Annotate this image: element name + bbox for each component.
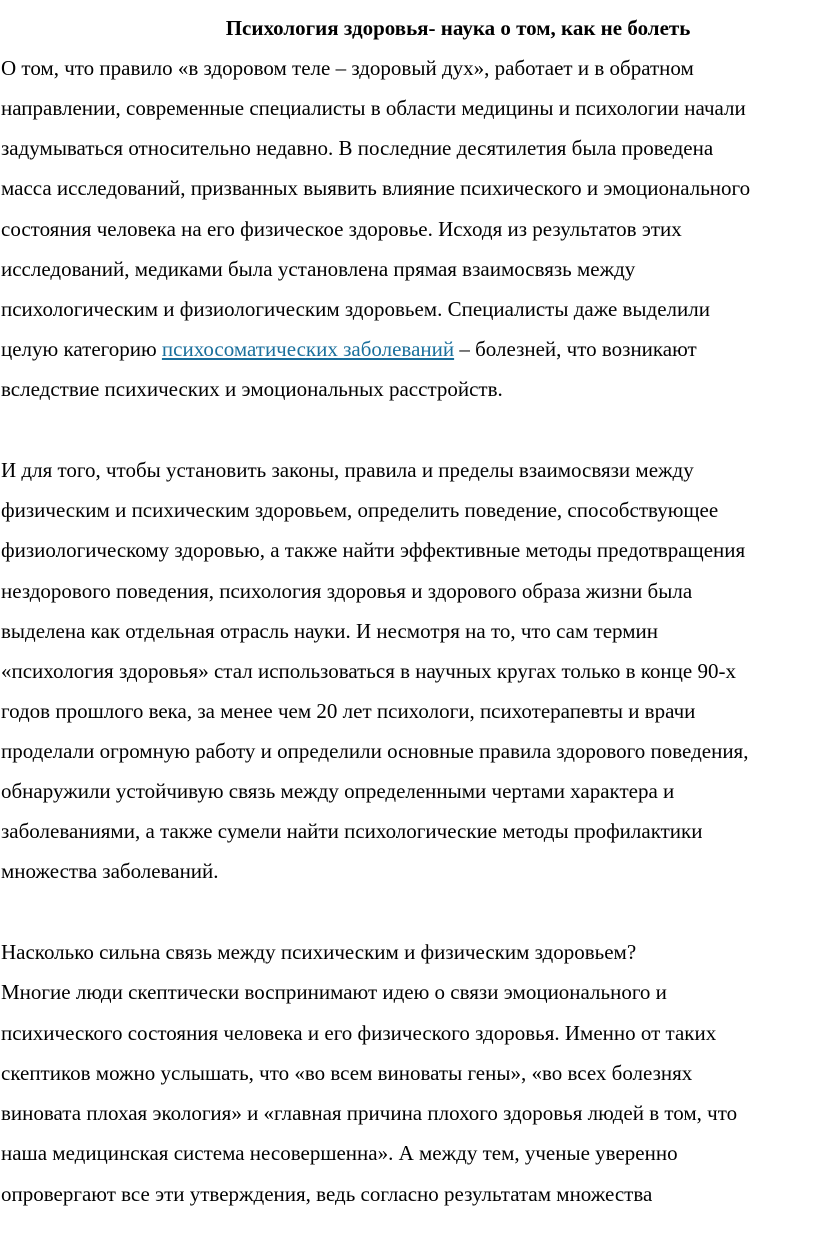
paragraph-3-line-6: опровергают все эти утверждения, ведь согласно результатам множества xyxy=(1,1182,653,1206)
paragraph-2-line-7: годов прошлого века, за менее чем 20 лет психологи, психотерапевты и врачи xyxy=(1,699,696,723)
paragraph-1-line-6: исследований, медиками была установлена прямая взаимосвязь между xyxy=(1,257,636,281)
paragraph-1-line-9: вследствие психических и эмоциональных расстройств. xyxy=(1,377,503,401)
line-text-before-link: целую категорию xyxy=(1,337,162,361)
paragraph-2-line-5: выделена как отдельная отрасль науки. И несмотря на то, что сам термин xyxy=(1,619,658,643)
paragraph-3-line-2: психического состояния человека и его физического здоровья. Именно от таких xyxy=(1,1021,717,1045)
paragraph-1-line-8 xyxy=(1,335,697,363)
paragraph-3-line-3: скептиков можно услышать, что «во всем виноваты гены», «во всех болезнях xyxy=(1,1061,693,1085)
paragraph-1-line-7: психологическим и физиологическим здоровьем. Специалисты даже выделили xyxy=(1,297,710,321)
paragraph-3-line-4: виновата плохая экология» и «главная причина плохого здоровья людей в том, что xyxy=(1,1101,738,1125)
paragraph-3-line-5: наша медицинская система несовершенна». А между тем, ученые уверенно xyxy=(1,1141,678,1165)
paragraph-1-line-1: О том, что правило «в здоровом теле – здоровый дух», работает и в обратном xyxy=(1,56,694,80)
paragraph-2-line-2: физическим и психическим здоровьем, определить поведение, способствующее xyxy=(1,498,719,522)
paragraph-2-line-10: заболеваниями, а также сумели найти психологические методы профилактики xyxy=(1,819,703,843)
line-text-after-link: – болезней, что возникают xyxy=(454,337,697,361)
paragraph-1-line-3: задумываться относительно недавно. В последние десятилетия была проведена xyxy=(1,136,714,160)
paragraph-1-line-5: состояния человека на его физическое здоровье. Исходя из результатов этих xyxy=(1,217,682,241)
section-subheading: Насколько сильна связь между психическим и физическим здоровьем? xyxy=(1,940,637,964)
paragraph-2-line-6: «психология здоровья» стал использоваться в научных кругах только в конце 90-х xyxy=(1,659,736,683)
paragraph-2-line-9: обнаружили устойчивую связь между определенными чертами характера и xyxy=(1,779,675,803)
paragraph-2-line-3: физиологическому здоровью, а также найти эффективные методы предотвращения xyxy=(1,538,746,562)
paragraph-2-line-1: И для того, чтобы установить законы, правила и пределы взаимосвязи между xyxy=(1,458,694,482)
paragraph-2-line-4: нездорового поведения, психология здоровья и здорового образа жизни была xyxy=(1,579,693,603)
paragraph-1-line-4: масса исследований, призванных выявить влияние психического и эмоционального xyxy=(1,176,751,200)
paragraph-1-line-2: направлении, современные специалисты в области медицины и психологии начали xyxy=(1,96,746,120)
paragraph-3-line-1: Многие люди скептически воспринимают идею о связи эмоционального и xyxy=(1,980,667,1004)
document-title: Психология здоровья- наука о том, как не болеть xyxy=(225,16,691,40)
paragraph-2-line-8: проделали огромную работу и определили основные правила здорового поведения, xyxy=(1,739,749,763)
paragraph-2-line-11: множества заболеваний. xyxy=(1,859,219,883)
psychosomatic-diseases-link[interactable]: психосоматических заболеваний xyxy=(161,337,455,361)
